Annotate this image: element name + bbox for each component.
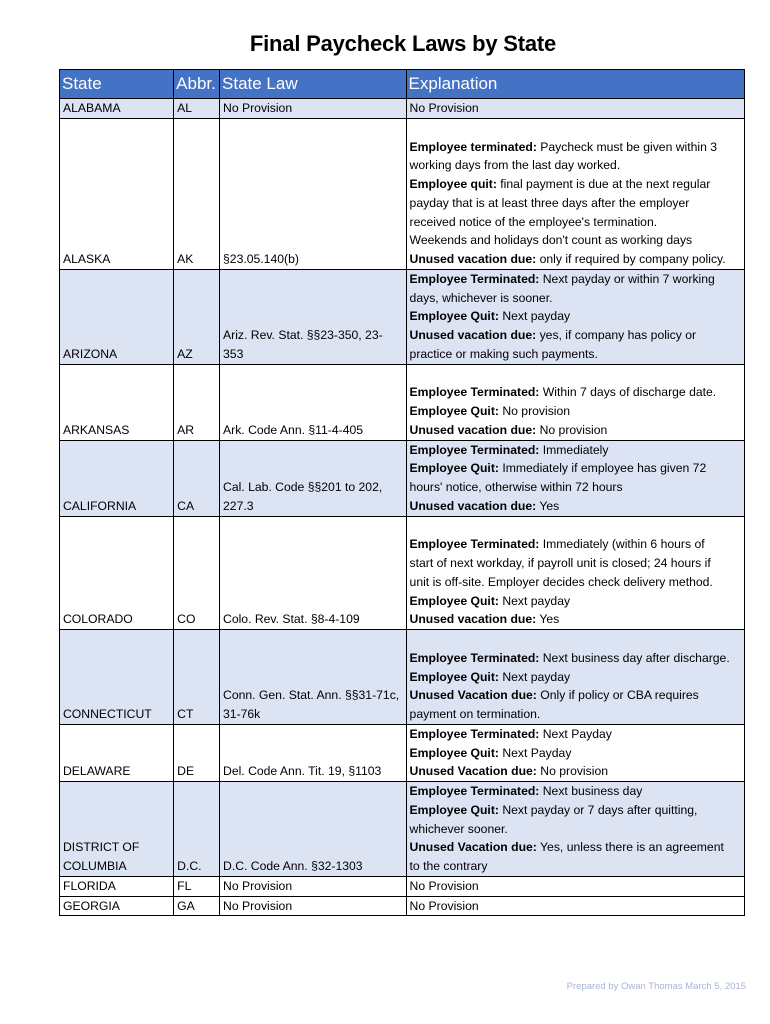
explanation-cell — [406, 118, 744, 269]
table-row — [60, 118, 745, 269]
column-header-state-law: State Law — [220, 70, 407, 99]
state-law-cell: Cal. Lab. Code §§201 to 202, 227.3 — [220, 440, 407, 516]
explanation-label: Employee Terminated: — [409, 271, 540, 286]
column-header-abbr: Abbr. — [174, 70, 220, 99]
explanation-line — [410, 175, 741, 194]
state-cell: CONNECTICUT — [60, 630, 174, 725]
abbr-cell: DE — [174, 724, 220, 781]
explanation-text: Next Payday — [498, 745, 572, 760]
explanation-line — [410, 744, 741, 763]
explanation-label: Employee Quit: — [409, 802, 499, 817]
explanation-line — [410, 897, 741, 916]
abbr-cell: AK — [174, 118, 220, 269]
explanation-text: final payment is due at the next regular — [496, 177, 711, 191]
explanation-cell — [406, 364, 744, 440]
explanation-text: Next business day — [539, 784, 643, 798]
explanation-line — [410, 762, 741, 781]
explanation-line — [410, 307, 741, 326]
state-cell: ALABAMA — [60, 99, 174, 119]
explanation-line — [410, 573, 741, 592]
state-cell: CALIFORNIA — [60, 440, 174, 516]
explanation-line — [410, 838, 741, 857]
explanation-line — [410, 213, 741, 232]
explanation-label: Employee Terminated: — [409, 650, 540, 665]
explanation-label: Employee Terminated: — [409, 442, 540, 457]
explanation-text: No provision — [536, 764, 609, 779]
abbr-cell: D.C. — [174, 782, 220, 877]
explanation-text: hours' notice, otherwise within 72 hours — [409, 480, 623, 494]
state-law-cell: §23.05.140(b) — [220, 118, 407, 269]
explanation-text: days, whichever is sooner. — [409, 290, 553, 305]
explanation-text: Immediately — [539, 442, 609, 457]
explanation-label: Employee Quit: — [409, 669, 499, 684]
explanation-line — [410, 326, 741, 345]
explanation-label: Unused vacation due: — [409, 612, 537, 627]
state-cell: FLORIDA — [60, 876, 174, 896]
abbr-cell: GA — [174, 896, 220, 916]
explanation-line — [410, 138, 741, 157]
state-law-cell: No Provision — [220, 876, 407, 896]
abbr-cell: CO — [174, 516, 220, 630]
state-law-cell: Ark. Code Ann. §11-4-405 — [220, 364, 407, 440]
final-paycheck-table — [59, 69, 745, 916]
explanation-line — [410, 592, 741, 611]
explanation-label: Employee Terminated: — [409, 385, 540, 400]
explanation-line — [410, 497, 741, 516]
explanation-line — [410, 441, 741, 460]
table-row — [60, 99, 745, 119]
column-header-explanation: Explanation — [406, 70, 744, 99]
explanation-line — [410, 365, 741, 384]
explanation-cell — [406, 782, 744, 877]
state-cell: DISTRICT OF COLUMBIA — [60, 782, 174, 877]
explanation-cell — [406, 724, 744, 781]
explanation-text: Next Payday — [539, 726, 612, 741]
abbr-cell: CT — [174, 630, 220, 725]
state-law-cell: Ariz. Rev. Stat. §§23-350, 23-353 — [220, 269, 407, 364]
explanation-cell — [406, 896, 744, 916]
explanation-text: unit is off-site. Employer decides check delivery method. — [409, 574, 713, 589]
abbr-cell: FL — [174, 876, 220, 896]
explanation-text: Next business day after discharge. — [539, 650, 730, 665]
explanation-cell — [406, 876, 744, 896]
explanation-line — [410, 668, 741, 687]
explanation-cell — [406, 630, 744, 725]
state-law-cell: D.C. Code Ann. §32-1303 — [220, 782, 407, 877]
explanation-label: Employee Terminated: — [409, 784, 540, 798]
explanation-text: Only if policy or CBA requires — [536, 688, 699, 703]
state-cell: COLORADO — [60, 516, 174, 630]
state-cell: ARIZONA — [60, 269, 174, 364]
explanation-text: Within 7 days of discharge date. — [539, 385, 717, 400]
table-row — [60, 516, 745, 630]
explanation-text: Immediately if employee has given 72 — [498, 461, 707, 476]
state-law-cell: Colo. Rev. Stat. §8-4-109 — [220, 516, 407, 630]
explanation-cell — [406, 440, 744, 516]
explanation-line — [410, 705, 741, 724]
explanation-label: Unused Vacation due: — [409, 764, 537, 779]
explanation-text: whichever sooner. — [409, 821, 508, 836]
explanation-line — [410, 801, 741, 820]
table-row — [60, 896, 745, 916]
explanation-text: No Provision — [409, 101, 479, 115]
explanation-line — [410, 459, 741, 478]
explanation-text: received notice of the employee's termination. — [409, 214, 658, 229]
explanation-label: Unused vacation due: — [409, 422, 537, 437]
explanation-line — [410, 877, 741, 896]
abbr-cell: AR — [174, 364, 220, 440]
explanation-text: Next payday or 7 days after quitting, — [498, 802, 698, 817]
state-cell: ARKANSAS — [60, 364, 174, 440]
explanation-text: Next payday or within 7 working — [539, 271, 715, 286]
prepared-by-footer: Prepared by Owan Thomas March 5, 2015 — [566, 981, 746, 992]
explanation-text: to the contrary — [409, 859, 488, 873]
explanation-line — [410, 231, 741, 250]
explanation-line — [410, 345, 741, 364]
explanation-label: Employee terminated: — [409, 139, 537, 154]
explanation-line — [410, 535, 741, 554]
table-row — [60, 782, 745, 877]
table-row — [60, 876, 745, 896]
explanation-line — [410, 610, 741, 629]
table-header-row — [60, 70, 745, 99]
state-cell: ALASKA — [60, 118, 174, 269]
explanation-label: Employee quit: — [409, 177, 497, 191]
explanation-text: practice or making such payments. — [409, 346, 598, 361]
explanation-text: Immediately (within 6 hours of — [539, 537, 705, 552]
table-row — [60, 364, 745, 440]
abbr-cell: CA — [174, 440, 220, 516]
abbr-cell: AL — [174, 99, 220, 119]
explanation-line — [410, 686, 741, 705]
table-row — [60, 630, 745, 725]
state-law-cell: No Provision — [220, 896, 407, 916]
explanation-label: Unused Vacation due: — [409, 688, 537, 703]
state-cell: GEORGIA — [60, 896, 174, 916]
explanation-line — [410, 421, 741, 440]
state-law-cell: Del. Code Ann. Tit. 19, §1103 — [220, 724, 407, 781]
explanation-line — [410, 820, 741, 839]
explanation-line — [410, 478, 741, 497]
explanation-line — [410, 194, 741, 213]
explanation-label: Unused Vacation due: — [409, 840, 537, 855]
explanation-text: yes, if company has policy or — [536, 328, 697, 342]
table-row — [60, 440, 745, 516]
explanation-line — [410, 270, 741, 289]
explanation-cell — [406, 516, 744, 630]
column-header-state: State — [60, 70, 174, 99]
explanation-line — [410, 402, 741, 421]
explanation-line — [410, 156, 741, 175]
explanation-label: Employee Quit: — [409, 404, 499, 418]
explanation-text: Weekends and holidays don't count as working days — [409, 233, 693, 248]
explanation-line — [410, 517, 741, 536]
explanation-text: Next payday — [498, 669, 571, 684]
explanation-line — [410, 119, 741, 138]
explanation-text: payment on termination. — [409, 707, 541, 721]
explanation-line — [410, 383, 741, 402]
explanation-line — [410, 857, 741, 876]
explanation-text: Paycheck must be given within 3 — [536, 139, 718, 154]
explanation-label: Employee Quit: — [409, 593, 499, 608]
explanation-line — [410, 649, 741, 668]
state-cell: DELAWARE — [60, 724, 174, 781]
explanation-line — [410, 99, 741, 118]
explanation-text: No Provision — [409, 878, 479, 893]
page-title: Final Paycheck Laws by State — [249, 31, 557, 56]
explanation-cell — [406, 269, 744, 364]
explanation-text: No Provision — [409, 898, 479, 913]
explanation-label: Employee Quit: — [409, 309, 499, 324]
state-law-cell: Conn. Gen. Stat. Ann. §§31-71c, 31-76k — [220, 630, 407, 725]
explanation-label: Unused vacation due: — [409, 328, 537, 342]
explanation-text: Yes, unless there is an agreement — [536, 840, 724, 855]
explanation-text: only if required by company policy. — [536, 252, 726, 266]
explanation-label: Employee Quit: — [409, 461, 499, 476]
explanation-text: start of next workday, if payroll unit is closed; 24 hours if — [409, 556, 711, 570]
explanation-text: payday that is at least three days after the employer — [409, 195, 690, 210]
table-row — [60, 724, 745, 781]
explanation-text: Yes — [536, 612, 560, 627]
explanation-text: Yes — [536, 498, 560, 513]
explanation-line — [410, 782, 741, 801]
explanation-line — [410, 554, 741, 573]
explanation-cell — [406, 99, 744, 119]
explanation-text: No provision — [498, 404, 571, 418]
explanation-text: No provision — [536, 422, 608, 437]
explanation-line — [410, 289, 741, 308]
explanation-label: Employee Terminated: — [409, 537, 540, 552]
explanation-line — [410, 725, 741, 744]
explanation-label: Unused vacation due: — [409, 252, 537, 266]
abbr-cell: AZ — [174, 269, 220, 364]
explanation-text: working days from the last day worked. — [409, 158, 621, 173]
explanation-text: Next payday — [498, 593, 571, 608]
explanation-line — [410, 630, 741, 649]
explanation-text: Next payday — [498, 309, 571, 324]
explanation-label: Employee Quit: — [409, 745, 499, 760]
state-law-cell: No Provision — [220, 99, 407, 119]
explanation-label: Unused vacation due: — [409, 498, 537, 513]
explanation-line — [410, 250, 741, 269]
explanation-label: Employee Terminated: — [409, 726, 540, 741]
table-row — [60, 269, 745, 364]
